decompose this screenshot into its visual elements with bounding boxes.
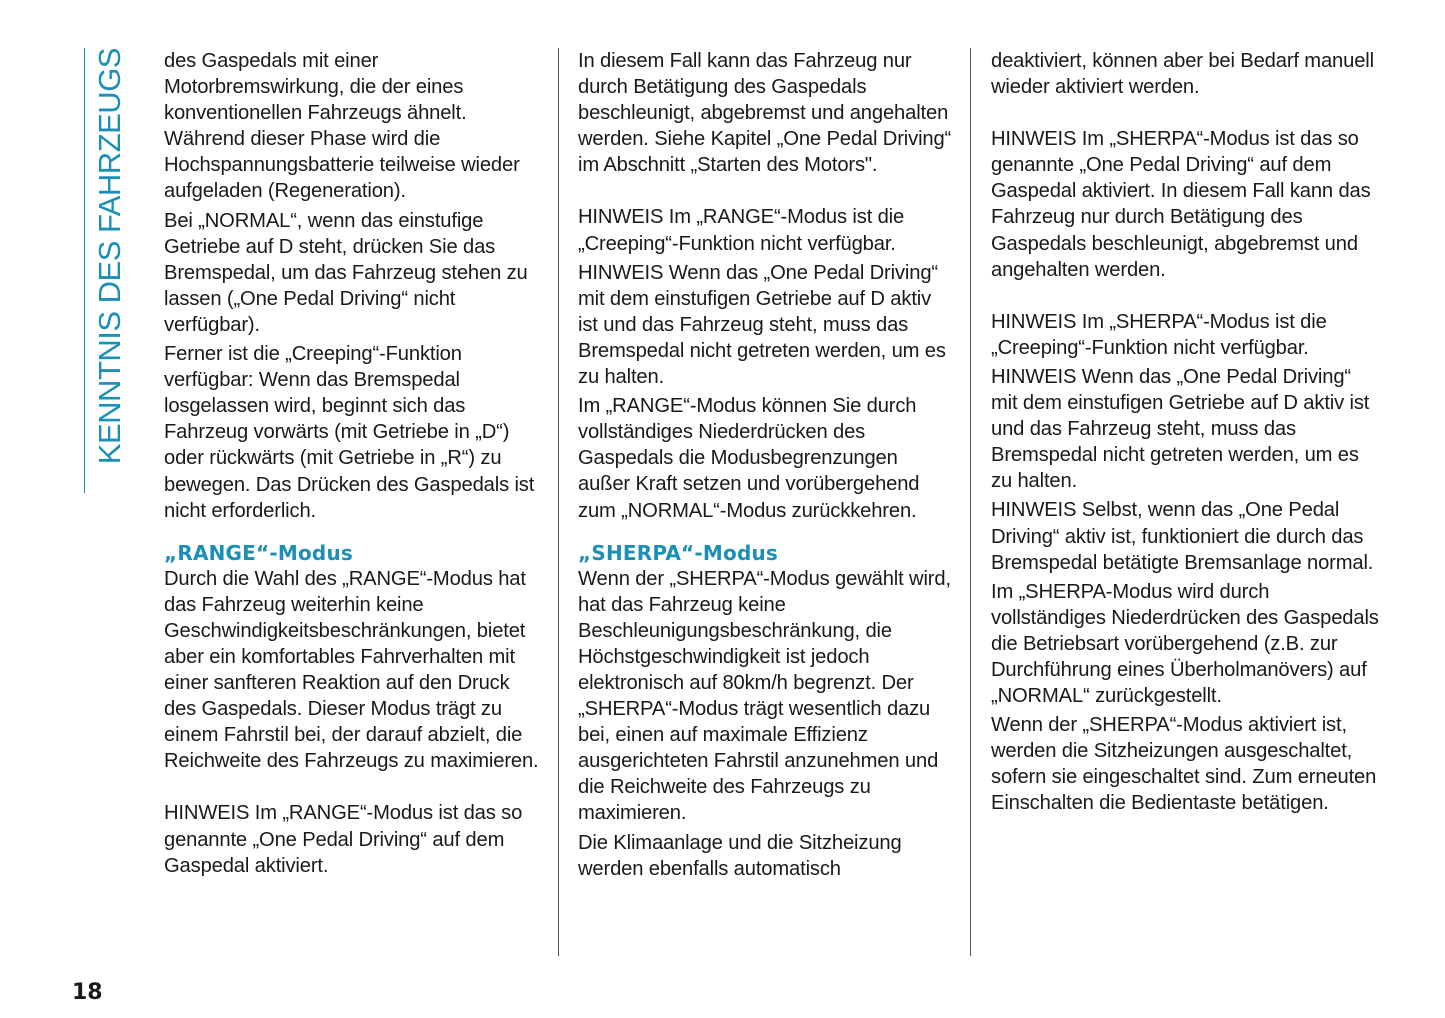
paragraph: des Gaspedals mit einer Motorbremswirkung, die der eines konventionellen Fahrzeugs ähnelt. Während dieser Phase wird die Hochspannungsbatterie teilweise wieder aufgeladen (Regeneration). xyxy=(164,50,520,203)
note-paragraph: HINWEIS Im „RANGE“-Modus ist das so genannte „One Pedal Driving“ auf dem Gaspedal aktiviert. xyxy=(164,802,523,877)
note-paragraph: HINWEIS Im „SHERPA“-Modus ist das so genannte „One Pedal Driving“ auf dem Gaspedal aktiviert. In diesem Fall kann das Fahrzeug nur durch Betätigung des Gaspedals beschleunigt, abgebremst und angehalten werden. xyxy=(991,128,1371,281)
paragraph: Die Klimaanlage und die Sitzheizung werden ebenfalls automatisch xyxy=(578,831,902,880)
sherpa-mode-heading: „SHERPA“-Modus xyxy=(578,540,778,565)
paragraph: Wenn der „SHERPA“-Modus aktiviert ist, werden die Sitzheizungen ausgeschaltet, sofern sie eingeschaltet sind. Zum erneuten Einschalten die Bedientaste betätigen. xyxy=(991,714,1377,815)
paragraph: Im „SHERPA-Modus wird durch vollständiges Niederdrücken des Gaspedals die Betriebsart vorübergehend (z.B. zur Durchführung eines Überholmanövers) auf „NORMAL“ zurückgestellt. xyxy=(991,580,1379,708)
paragraph: Bei „NORMAL“, wenn das einstufige Getriebe auf D steht, drücken Sie das Bremspedal, um das Fahrzeug stehen zu lassen („One Pedal Driving“ nicht verfügbar). xyxy=(164,209,528,336)
section-side-title-text: KENNTNIS DES FAHRZEUGS xyxy=(92,48,127,465)
page-number: 18 xyxy=(72,980,103,1005)
note-paragraph: HINWEIS Im „SHERPA“-Modus ist die „Creeping“-Funktion nicht verfügbar. xyxy=(991,310,1327,359)
paragraph: deaktiviert, können aber bei Bedarf manuell wieder aktiviert werden. xyxy=(991,50,1374,99)
text-column-2 xyxy=(578,48,953,885)
note-paragraph: HINWEIS Selbst, wenn das „One Pedal Driving“ aktiv ist, funktioniert die durch das Bremspedal betätigte Bremsanlage normal. xyxy=(991,499,1374,574)
paragraph: Wenn der „SHERPA“-Modus gewählt wird, hat das Fahrzeug keine Beschleunigungsbeschränkung, die Höchstgeschwindigkeit ist jedoch elektronisch auf 80km/h begrenzt. Der „SHERPA“-Modus trägt wesentlich dazu bei, einen auf maximale Effizienz ausgerichteten Fahrstil anzunehmen und die Reichweite des Fahrzeugs zu maximieren. xyxy=(578,567,951,825)
column-divider xyxy=(558,48,559,956)
paragraph: Im „RANGE“-Modus können Sie durch vollständiges Niederdrücken des Gaspedals die Modusbegrenzungen außer Kraft setzen und vorübergehend zum „NORMAL“-Modus zurückkehren. xyxy=(578,395,920,522)
paragraph: In diesem Fall kann das Fahrzeug nur durch Betätigung des Gaspedals beschleunigt, abgebremst und angehalten werden. Siehe Kapitel „One Pedal Driving“ im Abschnitt „Starten des Motors". xyxy=(578,50,952,177)
section-side-title xyxy=(84,48,131,493)
note-paragraph: HINWEIS Wenn das „One Pedal Driving“ mit dem einstufigen Getriebe auf D aktiv ist und das Fahrzeug steht, muss das Bremspedal nicht getreten werden, um es zu halten. xyxy=(578,261,946,389)
note-paragraph: HINWEIS Wenn das „One Pedal Driving“ mit dem einstufigen Getriebe auf D aktiv ist und das Fahrzeug steht, muss das Bremspedal nicht getreten werden, um es zu halten. xyxy=(991,365,1370,493)
range-mode-heading: „RANGE“-Modus xyxy=(164,540,353,565)
column-divider xyxy=(970,48,971,956)
paragraph: Ferner ist die „Creeping“-Funktion verfügbar: Wenn das Bremspedal losgelassen wird, beginnt sich das Fahrzeug vorwärts (mit Getriebe in „D“) oder rückwärts (mit Getriebe in „R“) zu bewegen. Das Drücken des Gaspedals ist nicht erforderlich. xyxy=(164,343,535,522)
text-column-1 xyxy=(164,48,539,882)
text-column-3 xyxy=(991,48,1381,820)
note-paragraph: HINWEIS Im „RANGE“-Modus ist die „Creeping“-Funktion nicht verfügbar. xyxy=(578,206,905,255)
paragraph: Durch die Wahl des „RANGE“-Modus hat das Fahrzeug weiterhin keine Geschwindigkeitsbeschränkungen, bietet aber ein komfortables Fahrverhalten mit einer sanfteren Reaktion auf den Druck des Gaspedals. Dieser Modus trägt zu einem Fahrstil bei, der darauf abzielt, die Reichweite des Fahrzeugs zu maximieren. xyxy=(164,567,539,773)
